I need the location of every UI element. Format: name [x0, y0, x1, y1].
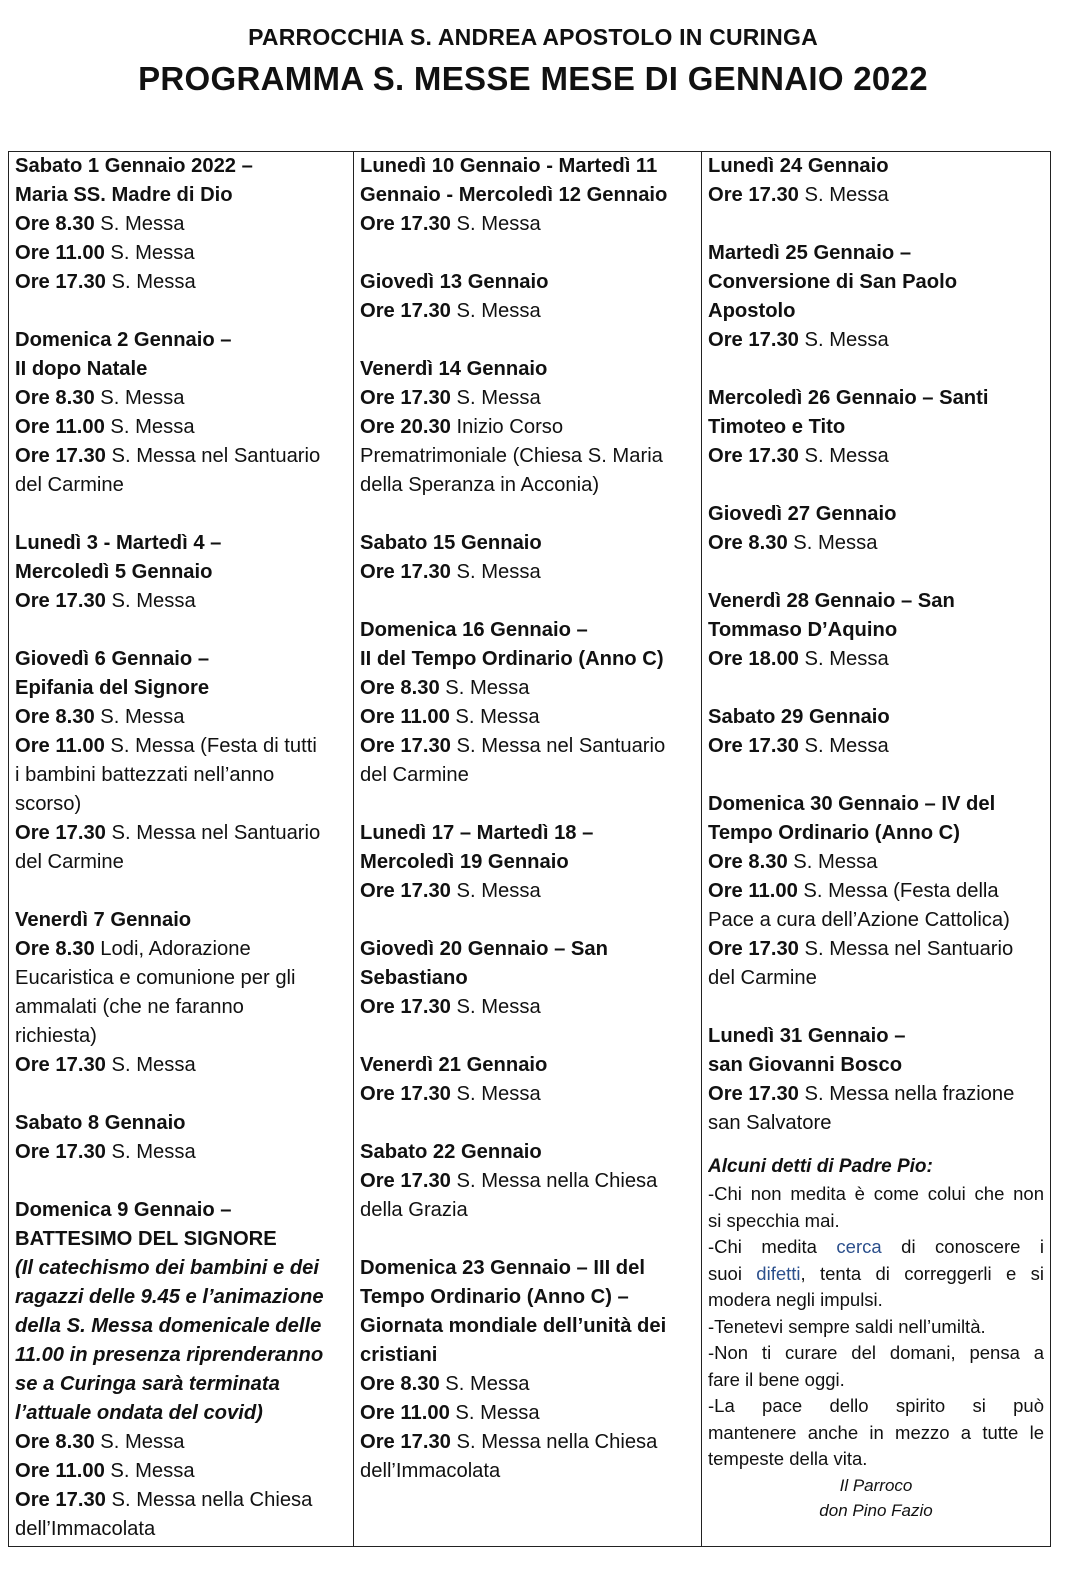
- spacer: [15, 1080, 347, 1109]
- mass-entry: [360, 1080, 695, 1109]
- mass-description: S. Messa nel Santuario: [105, 445, 321, 467]
- saying-line: [708, 1261, 1044, 1288]
- text-line: san Salvatore: [708, 1112, 832, 1134]
- mass-time: Ore 17.30: [360, 561, 451, 583]
- mass-description: S. Messa: [105, 271, 196, 293]
- mass-entry: [15, 384, 347, 413]
- mass-description: S. Messa: [439, 677, 530, 699]
- mass-entry: [360, 674, 695, 703]
- mass-description: S. Messa nella Chiesa: [450, 1431, 658, 1453]
- mass-time: Ore 17.30: [360, 1431, 451, 1453]
- mass-time: Ore 17.30: [360, 387, 451, 409]
- day-heading: Domenica 9 Gennaio –: [15, 1199, 232, 1221]
- mass-entry: [15, 1486, 347, 1515]
- spacer: [360, 1109, 695, 1138]
- mass-description: S. Messa: [450, 880, 541, 902]
- spacer: [15, 500, 347, 529]
- mass-description: S. Messa: [94, 1431, 185, 1453]
- mass-entry: [360, 384, 695, 413]
- mass-description: S. Messa: [104, 242, 195, 264]
- day-heading: Giovedì 13 Gennaio: [360, 271, 549, 293]
- day-heading: Giovedì 20 Gennaio – San: [360, 938, 608, 960]
- text-line: del Carmine: [360, 764, 469, 786]
- schedule-column-2: [353, 152, 701, 1546]
- mass-time: Ore 17.30: [360, 300, 451, 322]
- mass-time: Ore 17.30: [15, 1054, 106, 1076]
- mass-time: Ore 17.30: [708, 735, 799, 757]
- mass-description: Lodi, Adorazione: [94, 938, 251, 960]
- mass-time: Ore 17.30: [15, 271, 106, 293]
- mass-description: S. Messa: [450, 300, 541, 322]
- text-line: Eucaristica e comunione per gli: [15, 967, 296, 989]
- saying-text: -Chi medita: [708, 1236, 837, 1257]
- saying-text: , tenta di correggerli e si: [800, 1262, 1044, 1284]
- mass-description: S. Messa: [798, 329, 889, 351]
- saying-line: -Chi non medita è come colui che non: [708, 1183, 1044, 1204]
- day-heading: BATTESIMO DEL SIGNORE: [15, 1228, 277, 1250]
- spacer: [360, 790, 695, 819]
- text-line: del Carmine: [708, 967, 817, 989]
- mass-entry: [360, 558, 695, 587]
- mass-time: Ore 17.30: [15, 1141, 106, 1163]
- mass-entry: [360, 732, 695, 761]
- day-heading: Epifania del Signore: [15, 677, 210, 699]
- schedule-table: [8, 151, 1051, 1547]
- mass-time: Ore 8.30: [15, 213, 95, 235]
- mass-entry: [360, 1399, 695, 1428]
- mass-entry: [15, 210, 347, 239]
- spacer: [15, 297, 347, 326]
- day-heading: Lunedì 10 Gennaio - Martedì 11: [360, 155, 658, 177]
- mass-description: S. Messa: [94, 387, 185, 409]
- mass-description: S. Messa: [94, 706, 185, 728]
- day-heading: Lunedì 3 - Martedì 4 –: [15, 532, 222, 554]
- mass-entry: [360, 1370, 695, 1399]
- spacer: [15, 877, 347, 906]
- mass-description: S. Messa: [798, 184, 889, 206]
- spacer: [708, 210, 1044, 239]
- mass-time: Ore 8.30: [360, 1373, 440, 1395]
- mass-description: S. Messa: [798, 648, 889, 670]
- mass-description: S. Messa: [105, 1141, 196, 1163]
- saying-line: tempeste della vita.: [708, 1448, 868, 1469]
- mass-entry: [15, 1138, 347, 1167]
- mass-description: S. Messa: [439, 1373, 530, 1395]
- saying-line: fare il bene oggi.: [708, 1368, 845, 1390]
- mass-time: Ore 8.30: [15, 1431, 95, 1453]
- mass-description: S. Messa nella Chiesa: [450, 1170, 658, 1192]
- spacer: [360, 587, 695, 616]
- mass-entry: [360, 877, 695, 906]
- mass-description: S. Messa: [105, 590, 196, 612]
- mass-time: Ore 17.30: [360, 735, 451, 757]
- mass-time: Ore 17.30: [708, 329, 799, 351]
- mass-description: S. Messa (Festa di tutti: [104, 735, 317, 757]
- day-heading: Tempo Ordinario (Anno C) –: [360, 1286, 629, 1308]
- day-heading: Tempo Ordinario (Anno C): [708, 822, 960, 844]
- mass-description: S. Messa: [450, 213, 541, 235]
- highlighted-word: cerca: [836, 1236, 882, 1257]
- mass-time: Ore 17.30: [708, 1083, 799, 1105]
- day-heading: Lunedì 17 – Martedì 18 –: [360, 822, 594, 844]
- spacer: [15, 616, 347, 645]
- mass-entry: [15, 587, 347, 616]
- note-line: della S. Messa domenicale delle: [15, 1315, 322, 1337]
- day-heading: Maria SS. Madre di Dio: [15, 184, 233, 206]
- mass-entry: [360, 993, 695, 1022]
- mass-description: S. Messa: [105, 1054, 196, 1076]
- mass-entry: [708, 442, 1044, 471]
- mass-description: S. Messa: [450, 1083, 541, 1105]
- mass-entry: [360, 1428, 695, 1457]
- saying-text: suoi: [708, 1262, 757, 1284]
- note-line: l’attuale ondata del covid): [15, 1402, 263, 1424]
- mass-entry: [15, 1428, 347, 1457]
- mass-entry: [708, 326, 1044, 355]
- day-heading: Conversione di San Paolo: [708, 271, 958, 293]
- spacer: [708, 761, 1044, 790]
- day-heading: Sabato 22 Gennaio: [360, 1141, 542, 1163]
- day-heading: Mercoledì 26 Gennaio – Santi: [708, 387, 989, 409]
- mass-time: Ore 17.30: [708, 184, 799, 206]
- mass-time: Ore 17.30: [360, 880, 451, 902]
- mass-description: S. Messa: [94, 213, 185, 235]
- mass-description: Inizio Corso: [450, 416, 564, 438]
- text-line: del Carmine: [15, 474, 124, 496]
- mass-time: Ore 11.00: [360, 1402, 450, 1424]
- day-heading: Sabato 15 Gennaio: [360, 532, 542, 554]
- mass-description: S. Messa: [798, 445, 889, 467]
- spacer: [708, 993, 1044, 1022]
- mass-entry: [360, 297, 695, 326]
- mass-entry: [360, 413, 695, 442]
- day-heading: Giovedì 6 Gennaio –: [15, 648, 210, 670]
- saying-line: -Non ti curare del domani, pensa a: [708, 1342, 1044, 1363]
- mass-description: S. Messa: [787, 851, 878, 873]
- spacer: [360, 500, 695, 529]
- mass-entry: [15, 819, 347, 848]
- saying-line: modera negli impulsi.: [708, 1289, 883, 1310]
- mass-entry: [15, 935, 347, 964]
- schedule-column-3-list: [708, 152, 1044, 1138]
- padre-pio-sayings: [708, 1152, 1044, 1523]
- sayings-lines: [708, 1181, 1044, 1473]
- text-line: della Grazia: [360, 1199, 468, 1221]
- mass-time: Ore 17.30: [360, 213, 451, 235]
- mass-entry: [15, 703, 347, 732]
- mass-entry: [708, 181, 1044, 210]
- mass-entry: [15, 413, 347, 442]
- day-heading: Timoteo e Tito: [708, 416, 846, 438]
- mass-time: Ore 17.30: [15, 822, 106, 844]
- saying-line: -Tenetevi sempre saldi nell’umiltà.: [708, 1315, 986, 1337]
- day-heading: Giornata mondiale dell’unità dei: [360, 1315, 667, 1337]
- mass-description: S. Messa: [104, 1460, 195, 1482]
- signature-name: don Pino Fazio: [819, 1500, 933, 1520]
- mass-time: Ore 17.30: [15, 445, 106, 467]
- mass-entry: [708, 935, 1044, 964]
- spacer: [708, 471, 1044, 500]
- mass-description: S. Messa: [104, 416, 195, 438]
- mass-description: S. Messa nella Chiesa: [105, 1489, 313, 1511]
- spacer: [360, 1225, 695, 1254]
- sayings-title: Alcuni detti di Padre Pio:: [708, 1156, 933, 1177]
- text-line: del Carmine: [15, 851, 124, 873]
- mass-time: Ore 8.30: [15, 706, 95, 728]
- mass-time: Ore 20.30: [360, 416, 451, 438]
- mass-entry: [15, 268, 347, 297]
- mass-description: S. Messa: [450, 996, 541, 1018]
- mass-description: S. Messa: [449, 1402, 540, 1424]
- spacer: [360, 1022, 695, 1051]
- day-heading: Martedì 25 Gennaio –: [708, 242, 912, 264]
- mass-entry: [708, 529, 1044, 558]
- schedule-column-1: [9, 152, 353, 1546]
- mass-time: Ore 11.00: [15, 416, 105, 438]
- day-heading: II dopo Natale: [15, 358, 148, 380]
- mass-time: Ore 11.00: [15, 735, 105, 757]
- spacer: [708, 674, 1044, 703]
- text-line: Pace a cura dell’Azione Cattolica): [708, 909, 1010, 931]
- day-heading: Venerdì 14 Gennaio: [360, 358, 548, 380]
- text-line: Prematrimoniale (Chiesa S. Maria: [360, 445, 663, 467]
- mass-entry: [360, 210, 695, 239]
- day-heading: Lunedì 24 Gennaio: [708, 155, 889, 177]
- mass-time: Ore 11.00: [15, 242, 105, 264]
- mass-description: S. Messa: [798, 735, 889, 757]
- mass-time: Ore 11.00: [15, 1460, 105, 1482]
- saying-line: [708, 1234, 1044, 1261]
- day-heading: cristiani: [360, 1344, 438, 1366]
- mass-entry: [708, 848, 1044, 877]
- mass-time: Ore 8.30: [15, 938, 95, 960]
- day-heading: Venerdì 7 Gennaio: [15, 909, 192, 931]
- day-heading: Sabato 1 Gennaio 2022 –: [15, 155, 253, 177]
- day-heading: Lunedì 31 Gennaio –: [708, 1025, 906, 1047]
- mass-description: S. Messa nel Santuario: [105, 822, 321, 844]
- spacer: [360, 326, 695, 355]
- mass-time: Ore 11.00: [708, 880, 798, 902]
- mass-entry: [708, 645, 1044, 674]
- mass-description: S. Messa: [449, 706, 540, 728]
- mass-description: S. Messa: [450, 387, 541, 409]
- text-line: dell’Immacolata: [15, 1518, 156, 1540]
- mass-entry: [708, 732, 1044, 761]
- text-line: scorso): [15, 793, 82, 815]
- day-heading: Sabato 29 Gennaio: [708, 706, 890, 728]
- mass-description: S. Messa: [450, 561, 541, 583]
- text-line: ammalati (che ne faranno: [15, 996, 244, 1018]
- mass-time: Ore 17.30: [360, 1170, 451, 1192]
- mass-time: Ore 8.30: [15, 387, 95, 409]
- mass-time: Ore 8.30: [360, 677, 440, 699]
- spacer: [708, 558, 1044, 587]
- signature-role: Il Parroco: [839, 1475, 913, 1495]
- day-heading: Sabato 8 Gennaio: [15, 1112, 186, 1134]
- parish-name: PARROCCHIA S. ANDREA APOSTOLO IN CURINGA: [248, 24, 818, 50]
- day-heading: Apostolo: [708, 300, 796, 322]
- day-heading: Venerdì 21 Gennaio: [360, 1054, 548, 1076]
- mass-time: Ore 18.00: [708, 648, 799, 670]
- mass-time: Ore 17.30: [708, 445, 799, 467]
- mass-time: Ore 17.30: [708, 938, 799, 960]
- mass-entry: [360, 1167, 695, 1196]
- day-heading: Venerdì 28 Gennaio – San: [708, 590, 955, 612]
- note-line: (Il catechismo dei bambini e dei: [15, 1257, 320, 1279]
- day-heading: Mercoledì 19 Gennaio: [360, 851, 569, 873]
- text-line: i bambini battezzati nell’anno: [15, 764, 275, 786]
- day-heading: Gennaio - Mercoledì 12 Gennaio: [360, 184, 668, 206]
- highlighted-word: difetti: [756, 1262, 801, 1284]
- day-heading: Tommaso D’Aquino: [708, 619, 898, 641]
- text-line: richiesta): [15, 1025, 97, 1047]
- mass-description: S. Messa nel Santuario: [798, 938, 1014, 960]
- note-line: se a Curinga sarà terminata: [15, 1373, 280, 1395]
- mass-time: Ore 8.30: [708, 532, 788, 554]
- day-heading: Domenica 23 Gennaio – III del: [360, 1257, 645, 1279]
- day-heading: Mercoledì 5 Gennaio: [15, 561, 213, 583]
- day-heading: san Giovanni Bosco: [708, 1054, 903, 1076]
- mass-time: Ore 17.30: [15, 1489, 106, 1511]
- mass-entry: [15, 1051, 347, 1080]
- day-heading: Giovedì 27 Gennaio: [708, 503, 897, 525]
- mass-time: Ore 11.00: [360, 706, 450, 728]
- saying-line: si specchia mai.: [708, 1209, 840, 1231]
- schedule-column-3: [701, 152, 1050, 1546]
- day-heading: Domenica 16 Gennaio –: [360, 619, 588, 641]
- note-line: 11.00 in presenza riprenderanno: [15, 1344, 324, 1366]
- saying-line: mantenere anche in mezzo a tutte le: [708, 1421, 1044, 1443]
- document-title: PROGRAMMA S. MESSE MESE DI GENNAIO 2022: [138, 60, 928, 97]
- mass-description: S. Messa: [787, 532, 878, 554]
- mass-description: S. Messa nella frazione: [798, 1083, 1015, 1105]
- mass-time: Ore 8.30: [708, 851, 788, 873]
- text-line: dell’Immacolata: [360, 1460, 501, 1482]
- saying-text: di conoscere i: [881, 1236, 1044, 1257]
- mass-time: Ore 17.30: [360, 996, 451, 1018]
- spacer: [15, 1167, 347, 1196]
- day-heading: Domenica 30 Gennaio – IV del: [708, 793, 996, 815]
- spacer: [708, 355, 1044, 384]
- mass-time: Ore 17.30: [360, 1083, 451, 1105]
- mass-entry: [15, 239, 347, 268]
- mass-description: S. Messa nel Santuario: [450, 735, 666, 757]
- mass-entry: [15, 1457, 347, 1486]
- mass-description: S. Messa (Festa della: [797, 880, 999, 902]
- mass-entry: [708, 1080, 1044, 1109]
- day-heading: Sebastiano: [360, 967, 468, 989]
- mass-entry: [15, 732, 347, 761]
- day-heading: Domenica 2 Gennaio –: [15, 329, 232, 351]
- text-line: della Speranza in Acconia): [360, 474, 600, 496]
- mass-entry: [360, 703, 695, 732]
- saying-line: -La pace dello spirito si può: [708, 1395, 1044, 1416]
- mass-entry: [708, 877, 1044, 906]
- mass-time: Ore 17.30: [15, 590, 106, 612]
- mass-entry: [15, 442, 347, 471]
- day-heading: II del Tempo Ordinario (Anno C): [360, 648, 664, 670]
- spacer: [360, 239, 695, 268]
- spacer: [360, 906, 695, 935]
- note-line: ragazzi delle 9.45 e l’animazione: [15, 1286, 324, 1308]
